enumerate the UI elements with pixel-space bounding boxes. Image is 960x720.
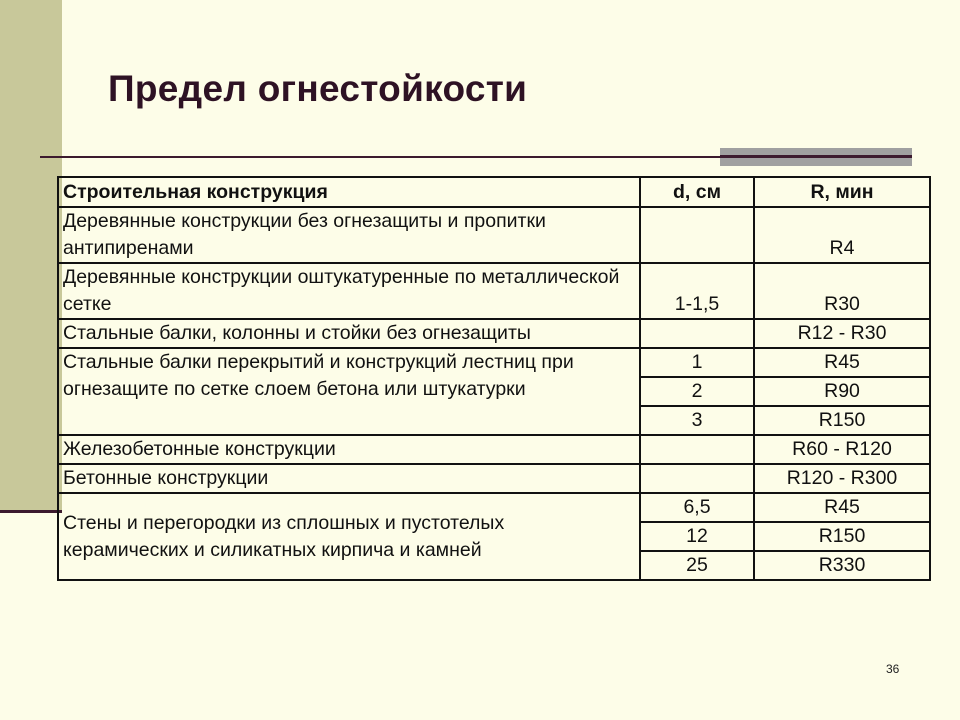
table-header-row bbox=[58, 177, 930, 207]
cell-construction: Деревянные конструкции оштукатуренные по металлической сетке bbox=[58, 263, 640, 319]
fire-resistance-table bbox=[57, 176, 931, 581]
side-decor-line bbox=[0, 510, 62, 513]
cell-d: 12 bbox=[640, 522, 754, 551]
cell-r: R150 bbox=[754, 522, 930, 551]
side-decor-bar bbox=[0, 0, 62, 512]
table-row bbox=[58, 319, 930, 348]
cell-r: R120 - R300 bbox=[754, 464, 930, 493]
header-d: d, см bbox=[640, 177, 754, 207]
table-row bbox=[58, 207, 930, 263]
cell-d bbox=[640, 207, 754, 263]
cell-r: R4 bbox=[754, 207, 930, 263]
table-row bbox=[58, 493, 930, 522]
cell-construction: Бетонные конструкции bbox=[58, 464, 640, 493]
cell-construction: Деревянные конструкции без огнезащиты и пропитки антипиренами bbox=[58, 207, 640, 263]
cell-construction: Стальные балки перекрытий и конструкций лестниц при огнезащите по сетке слоем бетона или штукатурки bbox=[58, 348, 640, 435]
cell-d: 1 bbox=[640, 348, 754, 377]
cell-d: 3 bbox=[640, 406, 754, 435]
table-row bbox=[58, 263, 930, 319]
cell-r: R45 bbox=[754, 493, 930, 522]
table-row bbox=[58, 464, 930, 493]
table-row bbox=[58, 348, 930, 377]
cell-construction: Стальные балки, колонны и стойки без огнезащиты bbox=[58, 319, 640, 348]
cell-r: R30 bbox=[754, 263, 930, 319]
header-construction: Строительная конструкция bbox=[58, 177, 640, 207]
cell-d: 6,5 bbox=[640, 493, 754, 522]
cell-r: R45 bbox=[754, 348, 930, 377]
cell-r: R150 bbox=[754, 406, 930, 435]
cell-r: R90 bbox=[754, 377, 930, 406]
cell-r: R60 - R120 bbox=[754, 435, 930, 464]
title-accent-line bbox=[720, 155, 912, 158]
slide-title: Предел огнестойкости bbox=[108, 68, 528, 109]
cell-d bbox=[640, 464, 754, 493]
cell-d: 2 bbox=[640, 377, 754, 406]
cell-d bbox=[640, 435, 754, 464]
cell-d bbox=[640, 319, 754, 348]
cell-r: R12 - R30 bbox=[754, 319, 930, 348]
header-r: R, мин bbox=[754, 177, 930, 207]
cell-construction: Стены и перегородки из сплошных и пустотелых керамических и силикатных кирпича и камней bbox=[58, 493, 640, 580]
cell-r: R330 bbox=[754, 551, 930, 580]
page-number: 36 bbox=[886, 662, 900, 676]
cell-construction: Железобетонные конструкции bbox=[58, 435, 640, 464]
cell-d: 1-1,5 bbox=[640, 263, 754, 319]
cell-d: 25 bbox=[640, 551, 754, 580]
table-row bbox=[58, 435, 930, 464]
